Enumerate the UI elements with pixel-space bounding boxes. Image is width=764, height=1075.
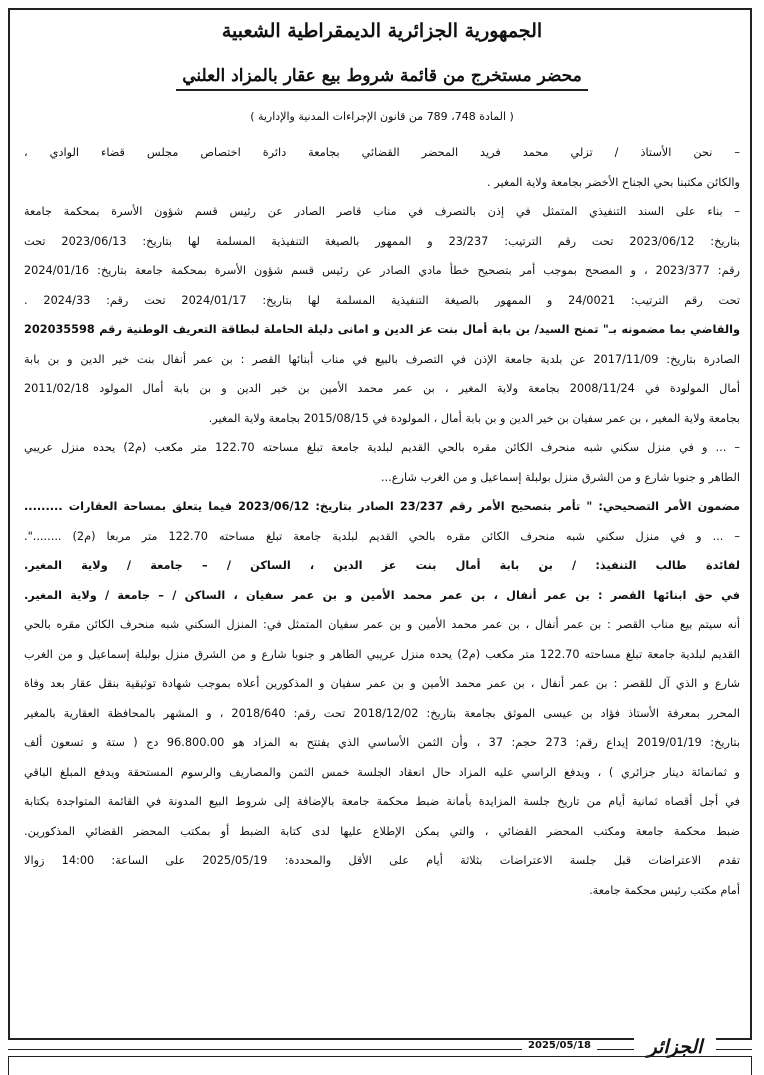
body-line: القديم لبلدية جامعة تبلغ مساحته 122.70 متر مكعب (م2) يحده منزل عريبي الطاهر و جنوبا شارع و من الشرق منزل بولبلة إسماعيل و من الغرب (24, 647, 740, 661)
body-line: تقدم الاعتراضات قبل جلسة الاعتراضات بثلاثة أيام على الأقل والمحددة: 2025/05/19 على الساعة: 14:00 زوالا (24, 854, 740, 867)
footer-box (8, 1056, 752, 1075)
document-title (24, 66, 740, 86)
body-line: والكائن مكتبنا بحي الجناح الأخضر بجامعة ولاية المغير . (487, 175, 740, 189)
body-line: بجامعة ولاية المغير ، بن عمر سفيان بن خير الدين و بن بابة أمال ، المولودة في 2015/08/15 بجامعة ولاية المغير. (208, 411, 740, 425)
body-line: الطاهر و جنوبا شارع و من الشرق منزل بولبلة إسماعيل و من الغرب شارع... (381, 470, 740, 484)
document-content (24, 14, 740, 1032)
body-line: رقم: 2023/377 ، و المصحح بموجب أمر بتصحيح خطأ مادي الصادر عن رئيس قسم شؤون الأسرة بمحكمة جامعة بتاريخ: 2024/01/16 (24, 264, 740, 277)
page-footer (8, 1036, 752, 1070)
body-line: في أجل أقصاه ثمانية أيام من تاريخ جلسة المزايدة بأمانة ضبط محكمة جامعة بالإضافة إلى شروط البيع المدونة في القائمة المتواجدة بكتابة (24, 795, 740, 808)
body-line: بتاريخ: 2019/01/19 إيداع رقم: 273 حجم: 37 ، وأن الثمن الأساسي الذي يفتتح به المزاد هو 96.800.00 دج ( ستة و تسعون ألف (24, 736, 740, 749)
body-line: تحت رقم الترتيب: 24/0021 و الممهور بالصيغة التنفيذية المسلمة لها بتاريخ: 2024/01/17 تحت رقم: 2024/33 . (24, 293, 740, 307)
body-line: شارع و الذي آل للقصر : بن عمر أنفال ، بن عمر محمد الأمين و بن عمر سفيان و المذكورين أعلاه بموجب شهادة توثيقية بنقل عقار بعد وفاة (24, 677, 740, 690)
document-frame (8, 8, 752, 1040)
body-line: بتاريخ: 2023/06/12 تحت رقم الترتيب: 23/237 و الممهور بالصيغة التنفيذية المسلمة لها بتاريخ: 2023/06/13 تحت (24, 234, 740, 248)
body-line: أمال المولودة في 2008/11/24 بجامعة ولاية المغير ، بن عمر محمد الأمين بن خير الدين و بن بابة أمال المولود 2011/02/18 (24, 382, 740, 395)
body-line: – نحن الأستاذ / تزلي محمد فريد المحضر القضائي بجامعة دائرة اختصاص مجلس قضاء الوادي ، (24, 146, 740, 159)
body-line: أنه سيتم بيع مناب القصر : بن عمر أنفال ، بن عمر محمد الأمين و بن عمر سفيان المتمثل في: المنزل السكني شبه منحرف الكائن مقره بالحي (24, 618, 740, 631)
body-line: – ... و في منزل سكني شبه منحرف الكائن مقره بالحي القديم لبلدية جامعة تبلغ مساحته 122.70 متر مكعب (م2) يحده منزل عريبي (24, 441, 740, 454)
body-line: – ... و في منزل سكني شبه منحرف الكائن مقره بالحي القديم لبلدية جامعة تبلغ مساحته 122.70 متر مربعا (م2) ........". (24, 529, 740, 543)
body-line: ضبط محكمة جامعة ومكتب المحضر القضائي ، والتي يمكن الإطلاع عليها لدى كتابة الضبط أو بمكتب المحضر القضائي المذكورين. (24, 824, 740, 838)
document-body (24, 138, 740, 905)
body-line: والقاضي بما مضمونه بـ" تمنح السيد/ بن بابة أمال بنت عز الدين و امانى دليلة الحاملة لبطاقة التعريف الوطنية رقم 202035598 (24, 323, 740, 336)
document-title-text: محضر مستخرج من قائمة شروط بيع عقار بالمزاد العلني (176, 66, 588, 91)
svg-text:الجزائر: الجزائر (647, 1036, 703, 1058)
body-line: و ثمانمائة دينار جزائري ) ، ويدفع الراسي عليه المزاد حال انعقاد الجلسة خمس الثمن والمصاريف والرسوم المستحقة ويدفع المبلغ الباقي (24, 765, 740, 779)
body-line: الصادرة بتاريخ: 2017/11/09 عن بلدية جامعة الإذن في التصرف بالبيع في مناب أبنائها القصر : بن عمر أنفال بنت خير الدين و بن بابة (24, 352, 740, 366)
body-line: أمام مكتب رئيس محكمة جامعة. (589, 883, 740, 897)
publication-date: 2025/05/18 (522, 1040, 597, 1051)
republic-heading: الجمهورية الجزائرية الديمقراطية الشعبية (221, 20, 543, 42)
legal-reference: ( المادة 748، 789 من قانون الإجراءات المدنية والإدارية ) (250, 110, 514, 123)
body-line: المحرر بمعرفة الأستاذ فؤاد بن عيسى الموثق بجامعة بتاريخ: 2018/12/02 تحت رقم: 2018/640 ، و المشهر بالمحافظة العقارية بالمغير (24, 706, 740, 720)
body-line: لفائدة طالب التنفيذ: / بن بابة أمال بنت عز الدين ، الساكن / – جامعة / ولاية المغير. (24, 559, 740, 572)
body-line: – بناء على السند التنفيذي المتمثل في إذن بالتصرف في مناب قاصر الصادر عن رئيس قسم شؤون الأسرة بمحكمة جامعة (24, 205, 740, 218)
body-line: مضمون الأمر التصحيحي: " تأمر بتصحيح الأمر رقم 23/237 الصادر بتاريخ: 2023/06/12 فيما يتعلق بمساحة العقارات ......... (24, 500, 740, 513)
body-line: في حق ابنائها القصر : بن عمر أنفال ، بن عمر محمد الأمين و بن عمر سفيان ، الساكن / – جامعة / ولاية المغير. (24, 588, 740, 602)
